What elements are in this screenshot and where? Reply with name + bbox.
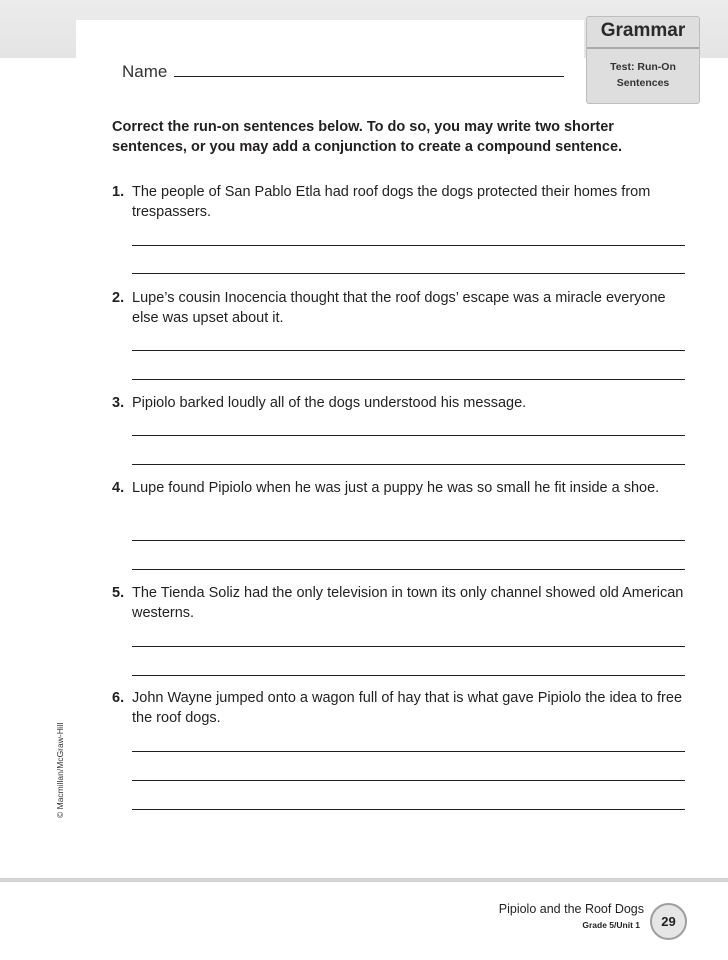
header-sheet [76, 20, 584, 95]
test-subtitle [591, 59, 695, 91]
question-text: Lupe’s cousin Inocencia thought that the roof dogs’ escape was a miracle everyone else was upset about it. [132, 290, 666, 326]
subtitle-line-1: Test: Run-On [610, 61, 676, 73]
grammar-tab [586, 16, 700, 104]
question-number: 5. [112, 585, 125, 601]
story-title: Pipiolo and the Roof Dogs [498, 902, 644, 916]
question-text: John Wayne jumped onto a wagon full of hay that is what gave Pipiolo the idea to free the roof dogs. [132, 690, 683, 726]
answer-line[interactable] [132, 435, 685, 436]
answer-line[interactable] [132, 809, 685, 810]
question-number: 4. [112, 480, 125, 496]
instructions: Correct the run-on sentences below. To do so, you may write two shorter sentences, or you may add a conjunction to create a compound sentence. [112, 119, 623, 155]
page-number: 29 [650, 903, 687, 940]
answer-line[interactable] [132, 273, 685, 274]
subtitle-line-2: Sentences [616, 77, 670, 89]
copyright-notice: © Macmillan/McGraw-Hill [55, 722, 65, 818]
answer-line[interactable] [132, 569, 685, 570]
question-number: 1. [112, 184, 125, 200]
name-field[interactable] [174, 76, 564, 77]
tab-divider [587, 47, 699, 49]
answer-line[interactable] [132, 751, 685, 752]
subject-title: Grammar [600, 20, 686, 41]
question-number: 2. [112, 290, 125, 306]
question-text: The Tienda Soliz had the only television in town its only channel showed old American westerns. [132, 585, 684, 621]
question-text: The people of San Pablo Etla had roof dogs the dogs protected their homes from trespassers. [132, 184, 651, 220]
answer-line[interactable] [132, 245, 685, 246]
question-text: Pipiolo barked loudly all of the dogs understood his message. [132, 395, 527, 411]
question-text: Lupe found Pipiolo when he was just a puppy he was so small he fit inside a shoe. [132, 480, 660, 496]
answer-line[interactable] [132, 646, 685, 647]
answer-line[interactable] [132, 540, 685, 541]
question-number: 6. [112, 690, 125, 706]
footer-divider [0, 878, 728, 882]
name-label: Name [122, 62, 168, 81]
answer-line[interactable] [132, 675, 685, 676]
answer-line[interactable] [132, 780, 685, 781]
question-number: 3. [112, 395, 125, 411]
answer-line[interactable] [132, 464, 685, 465]
grade-unit: Grade 5/Unit 1 [582, 920, 640, 930]
answer-line[interactable] [132, 350, 685, 351]
answer-line[interactable] [132, 379, 685, 380]
